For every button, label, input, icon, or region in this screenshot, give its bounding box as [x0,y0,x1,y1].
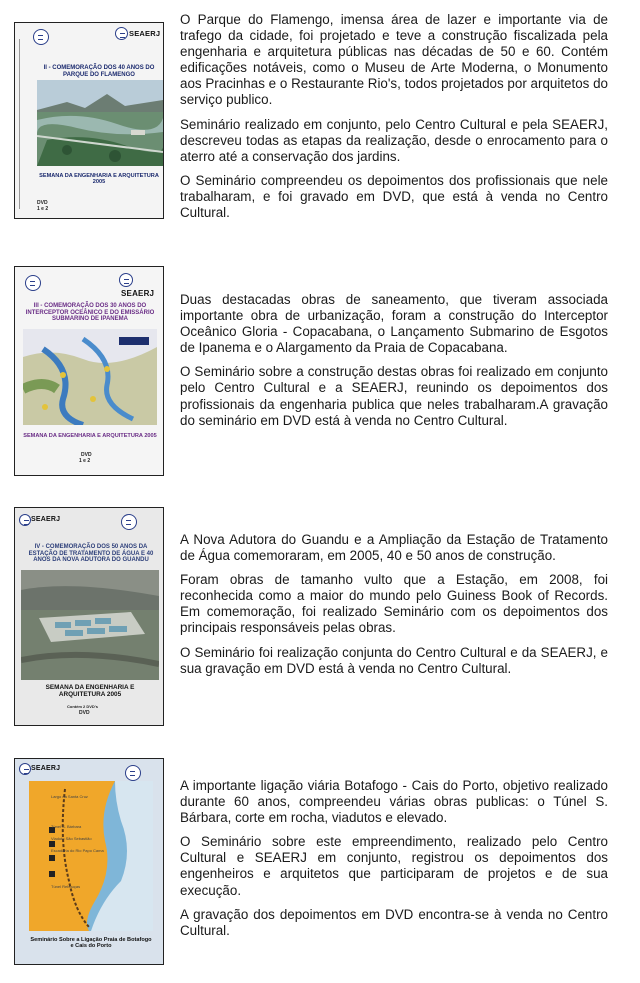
dvd-cover-parque-flamengo [14,22,164,219]
dvd-cover-adutora-guandu [14,507,164,726]
cover-brand: SEAERJ [31,765,61,772]
cover-brand: SEAERJ [121,289,155,298]
entry-description [180,12,608,229]
map-label: Largo da Santa Cruz [51,794,88,799]
cover-photo-treatment-station [21,570,159,680]
centro-cultural-logo-icon [33,29,49,45]
dvd-cover-botafogo-cais-porto [14,758,164,965]
cover-title: IV - COMEMORAÇÃO DOS 50 ANOS DA ESTAÇÃO DE TRATAMENTO DE ÁGUA E 40 ANOS DA NOVA ADUTORA DO GUANDU [28,544,154,564]
map-label: Túnel Rebouças [51,884,81,889]
paragraph: O Seminário foi realização conjunta do Centro Cultural e da SEAERJ, e sua gravação em DVD está à venda no Centro Cultural. [180,644,608,676]
cover-brand: SEAERJ [31,516,61,523]
cover-footer: Seminário Sobre a Ligação Praia de Botafogo e Cais do Porto [30,937,152,950]
cover-dvd-label: DVD [79,710,90,716]
paragraph: Foram obras de tamanho vulto que a Estação, em 2008, foi reconhecida como a maior do mundo pelo Guiness Book of Records. Em comemoração, foi realizado Seminário com os depoimentos dos principais responsáveis pelas obras. [180,572,608,636]
cover-dvd-label: DVD [37,200,48,206]
map-label: Escadaria do Rio Papo Cama [51,848,104,853]
seaerj-logo-icon [115,27,128,40]
cover-photo-aerial-park [37,80,163,166]
cover-title: II - COMEMORAÇÃO DOS 40 ANOS DO PARQUE DO FLAMENGO [43,65,155,78]
cover-side-text [19,39,20,209]
cover-footer: SEMANA DA ENGENHARIA E ARQUITETURA 2005 [45,684,135,699]
centro-cultural-logo-icon [121,514,137,530]
cover-map-botafogo [29,781,153,931]
cover-dvd-count: 1 e 2 [37,206,49,212]
paragraph: A gravação dos depoimentos em DVD encontra-se à venda no Centro Cultural. [180,906,608,938]
cover-dvd-label: DVD [81,452,92,458]
cover-footer: SEMANA DA ENGENHARIA E ARQUITETURA 2005 [23,433,157,439]
cover-brand: SEAERJ [129,29,161,38]
entry-description [180,778,608,947]
paragraph: O Parque do Flamengo, imensa área de lazer e importante via de trafego da cidade, foi projetado e teve a construção fiscalizada pela engenharia e arquitetura públicas nas décadas de 50 e 60. Contém edificações notáveis, como o Museu de Arte Moderna, o Monumento aos Pracinhas e o Restaurante Rio's, todos projetados por arquitetos do serviço publico. [180,12,608,108]
centro-cultural-logo-icon [125,765,141,781]
paragraph: Seminário realizado em conjunto, pelo Centro Cultural e pela SEAERJ, descreveu todas as etapas da realização, desde o enrocamento para o aterro até a conservação dos jardins. [180,116,608,164]
entry-description [180,532,608,685]
paragraph: O Seminário compreendeu os depoimentos dos profissionais que nele trabalharam, e foi gravado em DVD, que está à venda no Centro Cultural. [180,172,608,221]
map-label: Túnel S. Bárbara [51,824,82,829]
cover-footer: SEMANA DA ENGENHARIA E ARQUITETURA 2005 [39,173,159,186]
cover-map-ipanema [23,329,157,425]
paragraph: A importante ligação viária Botafogo - Cais do Porto, objetivo realizado durante 60 anos, compreendeu várias obras publicas: o Túnel S. Bárbara, corte em rocha, viadutos e elevado. [180,778,608,826]
centro-cultural-logo-icon [25,275,41,291]
dvd-cover-interceptor-oceanico [14,266,164,476]
cover-dvd-count: 1 e 2 [79,458,91,464]
paragraph: O Seminário sobre este empreendimento, realizado pelo Centro Cultural e SEAERJ em conjunto, registrou os depoimentos dos engenheiros e arquitetos que participaram de projetos e de sua execução. [180,834,608,898]
seaerj-logo-icon [19,763,31,775]
paragraph: A Nova Adutora do Guandu e a Ampliação da Estação de Tratamento de Água comemoraram, em 2005, 40 e 50 anos de construção. [180,532,608,564]
paragraph: O Seminário sobre a construção destas obras foi realizado em conjunto pelo Centro Cultural e a SEAERJ, reunindo os depoimentos dos profissionais da engenharia publica que neles trabalharam.A gravação do seminário em DVD está à venda no Centro Cultural. [180,364,608,428]
paragraph: Duas destacadas obras de saneamento, que tiveram associada importante obra de urbanização, foram a construção do Interceptor Oceânico Gloria - Copacabana, o Lançamento Submarino de Esgotos de Ipanema e o Alargamento da Praia de Copacabana. [180,292,608,356]
cover-dvd-count: Contém 2 DVD's [67,704,98,709]
cover-title: III - COMEMORAÇÃO DOS 30 ANOS DO INTERCEPTOR OCEÂNICO E DO EMISSÁRIO SUBMARINO DE IPANEMA [25,303,155,323]
entry-description [180,292,608,437]
seaerj-logo-icon [119,273,133,287]
map-label: Viaduto São Sebastião [51,836,92,841]
seaerj-logo-icon [19,514,31,526]
